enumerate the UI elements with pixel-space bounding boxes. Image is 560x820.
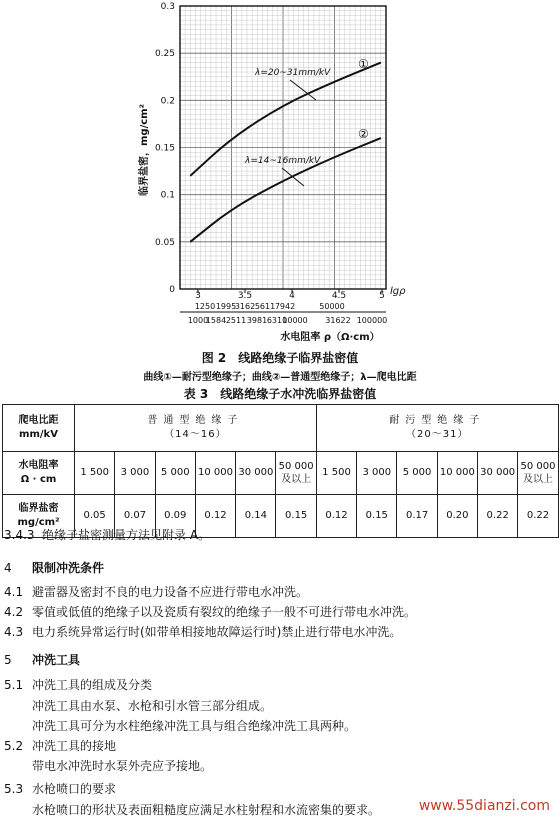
chart-svg bbox=[0, 0, 560, 345]
curve-1-label: λ=20~31mm/kV bbox=[255, 68, 331, 78]
resistivity-header bbox=[3, 452, 75, 495]
clause-text: 冲洗工具由水泵、水枪和引水管三部分组成。 bbox=[32, 699, 273, 713]
x-major-tick-label: 3.5 bbox=[237, 291, 253, 301]
x-row3-tick-label: 3981 bbox=[246, 316, 268, 325]
critical-salt-density-chart bbox=[0, 0, 560, 345]
clause-number: 3.4.3 bbox=[4, 528, 35, 542]
clause-text: 冲洗工具的组成及分类 bbox=[32, 678, 153, 692]
resistivity-cell: 10 000 bbox=[195, 452, 235, 495]
table-caption: 表 3 线路绝缘子水冲洗临界盐密值 bbox=[183, 387, 377, 401]
clause-text: 绝缘子盐密测量方法见附录 A。 bbox=[42, 528, 211, 542]
antifouling-group-range: （20～31） bbox=[406, 429, 469, 440]
y-axis-label: 临界盐密，mg/cm² bbox=[139, 104, 150, 196]
antifouling-insulator-group bbox=[316, 405, 558, 452]
clause-text: 水枪喷口的形状及表面粗糙度应满足水柱射程和水流密集的要求。 bbox=[32, 803, 381, 817]
curve-1-marker: ① bbox=[358, 57, 369, 71]
y-tick-label: 0.25 bbox=[154, 49, 175, 60]
creepage-row bbox=[3, 405, 559, 452]
clause-text: 限制冲洗条件 bbox=[32, 561, 105, 575]
resistivity-cell: 3 000 bbox=[115, 452, 155, 495]
clause-number: 4.2 bbox=[4, 605, 24, 619]
normal-group-title: 普通型绝缘子 bbox=[147, 415, 244, 426]
x-row3-tick-label: 1000 bbox=[187, 316, 209, 325]
x-row2-tick-label: 50000 bbox=[319, 302, 345, 311]
y-tick-label: 0.05 bbox=[154, 237, 175, 248]
text-line bbox=[4, 623, 401, 640]
density-cell: 0.22 bbox=[478, 495, 518, 538]
critical-salt-density-table bbox=[2, 404, 559, 538]
density-cell: 0.09 bbox=[155, 495, 195, 538]
resistivity-cell: 5 000 bbox=[155, 452, 195, 495]
x-row2-tick-label: 3162 bbox=[234, 302, 256, 311]
x-major-tick-label: 5 bbox=[379, 291, 385, 301]
section-heading bbox=[4, 559, 104, 576]
clause-number: 5.1 bbox=[4, 678, 24, 692]
x-row3-tick-label: 6310 bbox=[266, 316, 288, 325]
clause-text: 水枪喷口的要求 bbox=[32, 782, 117, 796]
text-line bbox=[4, 583, 308, 600]
x-row2-tick-label: 7942 bbox=[274, 302, 296, 311]
clause-number: 4 bbox=[4, 561, 12, 575]
x-axis-right-label: lgρ bbox=[390, 286, 406, 297]
density-unit: mg/cm² bbox=[17, 517, 60, 528]
density-cell: 0.07 bbox=[115, 495, 155, 538]
resistivity-cell: 10 000 bbox=[437, 452, 477, 495]
x-major-tick-label: 4.5 bbox=[331, 291, 347, 301]
density-cell: 0.14 bbox=[236, 495, 276, 538]
curve-2-leader bbox=[282, 168, 304, 186]
y-tick-label: 0.2 bbox=[160, 96, 175, 107]
resistivity-cell: 5 000 bbox=[397, 452, 437, 495]
resistivity-cell: 30 000 bbox=[478, 452, 518, 495]
x-row2-tick-label: 1995 bbox=[215, 302, 237, 311]
resistivity-label: 水电阻率 bbox=[18, 460, 59, 471]
section-heading bbox=[4, 651, 80, 668]
density-cell: 0.22 bbox=[518, 495, 558, 538]
density-cell: 0.20 bbox=[437, 495, 477, 538]
x-major-tick-label: 3 bbox=[195, 291, 201, 301]
clause-text: 冲洗工具 bbox=[32, 653, 81, 667]
y-tick-label: 0.15 bbox=[154, 143, 175, 154]
clause-number: 4.3 bbox=[4, 625, 24, 639]
density-cell: 0.05 bbox=[75, 495, 115, 538]
text-line bbox=[32, 801, 380, 818]
y-tick-label: 0.1 bbox=[160, 190, 175, 201]
resistivity-cell: 50 000 及以上 bbox=[276, 452, 316, 495]
clause-number: 4.1 bbox=[4, 585, 24, 599]
x-row3-tick-label: 2511 bbox=[225, 316, 247, 325]
normal-group-range: （14～16） bbox=[164, 429, 227, 440]
normal-insulator-group bbox=[75, 405, 317, 452]
resistivity-cell: 1 500 bbox=[316, 452, 356, 495]
text-line bbox=[4, 526, 210, 543]
watermark: www.55dianzi.com bbox=[418, 798, 550, 814]
creepage-unit: mm/kV bbox=[19, 429, 58, 440]
x-axis-label: 水电阻率 ρ（Ω·cm） bbox=[280, 332, 380, 343]
x-row3-tick-label: 100000 bbox=[356, 316, 388, 325]
clause-number: 5.3 bbox=[4, 782, 24, 796]
density-cell: 0.17 bbox=[397, 495, 437, 538]
creepage-header bbox=[3, 405, 75, 452]
figure-note: 曲线①—耐污型绝缘子；曲线②—普通型绝缘子；λ—爬电比距 bbox=[143, 372, 417, 383]
text-line bbox=[32, 717, 356, 734]
y-tick-label: 0 bbox=[169, 285, 175, 295]
x-row2-tick-label: 1250 bbox=[194, 302, 216, 311]
density-cell: 0.15 bbox=[276, 495, 316, 538]
clause-text: 带电水冲洗时水泵外壳应予接地。 bbox=[32, 759, 213, 773]
resistivity-cell: 50 000 及以上 bbox=[518, 452, 558, 495]
clause-number: 5.2 bbox=[4, 739, 24, 753]
figure-caption: 图 2 线路绝缘子临界盐密值 bbox=[201, 351, 359, 365]
text-line bbox=[4, 737, 116, 754]
curve-2-marker: ② bbox=[358, 127, 369, 141]
resistivity-cell: 1 500 bbox=[75, 452, 115, 495]
curve-2-label: λ=14~16mm/kV bbox=[245, 156, 321, 166]
x-row3-tick-label: 1584 bbox=[205, 316, 227, 325]
y-tick-label: 0.3 bbox=[160, 2, 175, 12]
density-cell: 0.12 bbox=[195, 495, 235, 538]
resistivity-unit: Ω · cm bbox=[20, 474, 57, 485]
creepage-label: 爬电比距 bbox=[18, 415, 59, 426]
resistivity-cell: 30 000 bbox=[236, 452, 276, 495]
x-row3-tick-label: 31622 bbox=[325, 316, 351, 325]
density-cell: 0.12 bbox=[316, 495, 356, 538]
text-line bbox=[32, 757, 212, 774]
text-line bbox=[4, 676, 152, 693]
antifouling-group-title: 耐污型绝缘子 bbox=[389, 415, 486, 426]
density-label: 临界盐密 bbox=[18, 503, 59, 514]
clause-text: 避雷器及密封不良的电力设备不应进行带电水冲洗。 bbox=[32, 585, 309, 599]
clause-text: 冲洗工具可分为水柱绝缘冲洗工具与组合绝缘冲洗工具两种。 bbox=[32, 719, 357, 733]
clause-text: 冲洗工具的接地 bbox=[32, 739, 117, 753]
x-row3-tick-label: 10000 bbox=[282, 316, 308, 325]
resistivity-row bbox=[3, 452, 559, 495]
clause-text: 零值或低值的绝缘子以及瓷质有裂纹的绝缘子一般不可进行带电水冲洗。 bbox=[32, 605, 417, 619]
clause-text: 电力系统异常运行时(如带单相接地故障运行时)禁止进行带电水冲洗。 bbox=[32, 625, 402, 639]
x-row2-tick-label: 5611 bbox=[254, 302, 276, 311]
text-line bbox=[32, 697, 272, 714]
x-major-tick-label: 4 bbox=[289, 291, 295, 301]
clause-number: 5 bbox=[4, 653, 12, 667]
text-line bbox=[4, 603, 416, 620]
density-cell: 0.15 bbox=[357, 495, 397, 538]
text-line bbox=[4, 780, 116, 797]
resistivity-cell: 3 000 bbox=[357, 452, 397, 495]
